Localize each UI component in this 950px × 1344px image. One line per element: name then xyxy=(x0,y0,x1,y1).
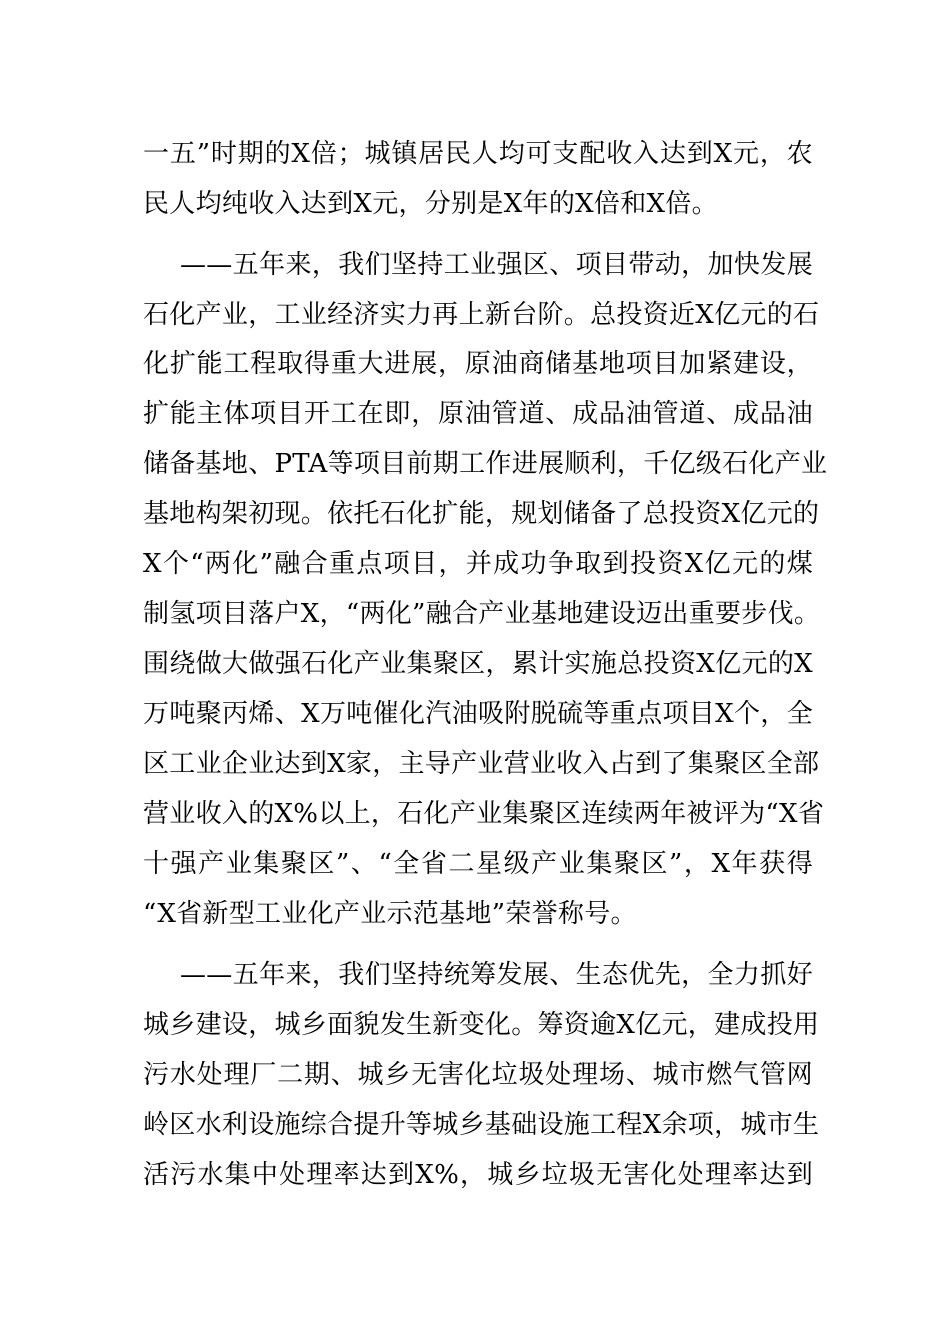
text-line: 基地构架初现。依托石化扩能，规划储备了总投资X亿元的 xyxy=(143,499,820,529)
paragraph-start-line: ——五年来，我们坚持统筹发展、生态优先，全力抓好 xyxy=(180,960,813,990)
text-line: 活污水集中处理率达到X%，城乡垃圾无害化处理率达到 xyxy=(143,1160,813,1190)
text-line: “X省新型工业化产业示范基地”荣誉称号。 xyxy=(143,899,637,929)
text-line: 营业收入的X%以上，石化产业集聚区连续两年被评为“X省 xyxy=(143,799,825,829)
text-line: 围绕做大做强石化产业集聚区，累计实施总投资X亿元的X xyxy=(143,649,813,679)
text-line: 一五”时期的X倍；城镇居民人均可支配收入达到X元，农 xyxy=(143,139,813,169)
text-line: 污水处理厂二期、城乡无害化垃圾处理场、城市燃气管网 xyxy=(143,1060,813,1090)
text-line: 万吨聚丙烯、X万吨催化汽油吸附脱硫等重点项目X个，全 xyxy=(143,699,813,729)
text-line: 城乡建设，城乡面貌发生新变化。筹资逾X亿元，建成投用 xyxy=(143,1010,820,1040)
paragraph-start-line: ——五年来，我们坚持工业强区、项目带动，加快发展 xyxy=(180,250,813,280)
text-line: 石化产业，工业经济实力再上新台阶。总投资近X亿元的石 xyxy=(143,300,820,330)
text-line: 储备基地、PTA等项目前期工作进展顺利，千亿级石化产业 xyxy=(143,449,828,479)
text-line: 化扩能工程取得重大进展，原油商储基地项目加紧建设， xyxy=(143,349,813,379)
text-line: 十强产业集聚区”、“全省二星级产业集聚区”，X年获得 xyxy=(143,849,813,879)
text-line: X个“两化”融合重点项目，并成功争取到投资X亿元的煤 xyxy=(143,549,813,579)
text-line: 制氢项目落户X，“两化”融合产业基地建设迈出重要步伐。 xyxy=(143,599,821,629)
text-line: 区工业企业达到X家，主导产业营业收入占到了集聚区全部 xyxy=(143,749,820,779)
text-line: 岭区水利设施综合提升等城乡基础设施工程X余项，城市生 xyxy=(143,1110,820,1140)
text-line: 民人均纯收入达到X元，分别是X年的X倍和X倍。 xyxy=(143,189,718,219)
text-line: 扩能主体项目开工在即，原油管道、成品油管道、成品油 xyxy=(143,399,813,429)
